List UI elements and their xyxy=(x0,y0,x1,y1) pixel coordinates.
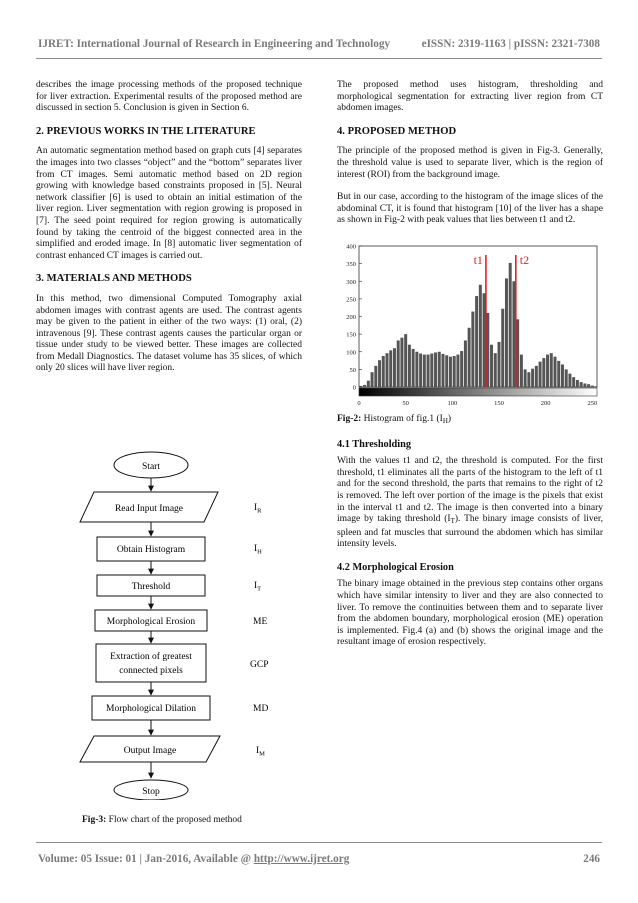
histogram-bar xyxy=(479,285,482,387)
histogram-bar xyxy=(531,369,534,387)
x-tick-label: 50 xyxy=(402,399,409,407)
histogram-bar xyxy=(568,374,571,387)
label-md: MD xyxy=(253,704,269,714)
y-tick-label: 350 xyxy=(346,261,356,269)
label-im: $I_M$ xyxy=(256,746,265,758)
histogram-bar xyxy=(539,362,542,387)
x-tick-label: 100 xyxy=(447,399,458,407)
histogram-bar xyxy=(389,350,392,387)
x-tick-label: 200 xyxy=(540,399,551,407)
histogram-bar xyxy=(456,355,459,387)
x-tick-label: 0 xyxy=(357,399,361,407)
gcp-label-line1: Extraction of greatest xyxy=(110,652,192,662)
histogram-bar xyxy=(494,353,497,387)
start-label: Start xyxy=(142,462,160,472)
histogram-bar xyxy=(501,309,504,387)
histogram-bar xyxy=(516,319,519,387)
histogram-chart xyxy=(337,238,603,410)
journal-name: IJRET: International Journal of Research in Engineering and Technology xyxy=(38,38,391,50)
label-ir: $I_R$ xyxy=(254,503,262,515)
histogram-bar xyxy=(468,328,471,387)
histogram-bar xyxy=(378,360,381,387)
fig2-caption-sub: H xyxy=(442,416,448,425)
fig2-caption-end: ) xyxy=(447,413,452,424)
intro-paragraph: describes the image processing methods of the proposed technique for liver extraction. Experimental results of the proposed method are discussed in section 5. Conclusion is given in Section 6. xyxy=(36,80,302,114)
histogram-bar xyxy=(580,382,583,387)
histogram-bar xyxy=(587,384,590,387)
histogram-bar xyxy=(460,351,463,387)
histogram-bar xyxy=(453,356,456,387)
histogram-bar xyxy=(486,313,489,387)
thresholding-heading: 4.1 Thresholding xyxy=(337,438,412,450)
flowchart xyxy=(36,448,302,800)
histogram-bar xyxy=(546,355,549,387)
header-rule xyxy=(36,58,602,59)
dilation-label: Morphological Dilation xyxy=(106,704,196,714)
footer-volume xyxy=(38,853,349,865)
histogram-bar xyxy=(471,312,474,387)
histogram-label: Obtain Histogram xyxy=(116,545,186,555)
intensity-colorbar xyxy=(359,388,597,396)
histogram-bar xyxy=(419,353,422,386)
histogram-bar xyxy=(591,386,594,387)
footer-rule xyxy=(36,842,602,843)
histogram-bar xyxy=(434,352,437,387)
gcp-label-line2: connected pixels xyxy=(119,666,183,676)
histogram-bar xyxy=(412,349,415,387)
page-header xyxy=(38,38,600,50)
threshold-label: Threshold xyxy=(131,582,171,592)
histogram-bar xyxy=(527,372,530,387)
histogram-bar xyxy=(550,353,553,387)
y-tick-label: 50 xyxy=(349,366,356,374)
histogram-bar xyxy=(408,345,411,387)
y-tick-label: 400 xyxy=(346,243,356,251)
label-it: $I_T$ xyxy=(254,581,262,593)
y-tick-label: 0 xyxy=(352,384,356,392)
page-footer xyxy=(38,853,600,865)
fig3-caption-label: Fig-3: xyxy=(82,815,107,825)
histogram-bar xyxy=(400,338,403,387)
threshold-label-t2: t2 xyxy=(519,252,530,267)
method-intro-paragraph: The proposed method uses histogram, thresholding and morphological segmentation for extracting liver region from CT abdomen images. xyxy=(337,80,603,114)
histogram-bar xyxy=(371,372,374,387)
materials-paragraph: In this method, two dimensional Computed Tomography axial abdomen images with contrast agents are used. The contrast agents may be given to the patient in either of the two ways: (1) oral, (2) intravenous [9]. These contrast agents causes the particular organ or tissue under study to be viewed better. These images are collected from Medall Diagnostics. The dataset volume has 35 slices, of which only 20 slices will have liver region. xyxy=(36,293,302,374)
histogram-bar xyxy=(509,263,512,387)
histogram-bar xyxy=(382,356,385,387)
histogram-bar xyxy=(498,342,501,387)
footer-volume-text: Volume: 05 Issue: 01 | Jan-2016, Available @ xyxy=(38,853,254,865)
thresholding-paragraph xyxy=(337,456,603,551)
read-input-label: Read Input Image xyxy=(114,504,184,514)
histogram-bar xyxy=(572,377,575,387)
histogram-bar xyxy=(583,383,586,387)
page-number: 246 xyxy=(583,853,600,865)
left-column xyxy=(36,80,302,386)
label-gcp: GCP xyxy=(250,660,269,670)
histogram-bar xyxy=(512,281,515,387)
stop-label: Stop xyxy=(142,787,160,797)
threshold-label-t1: t1 xyxy=(473,252,483,267)
histogram-bar xyxy=(404,334,407,387)
histogram-bar xyxy=(363,385,366,387)
histogram-bar xyxy=(565,369,568,387)
x-tick-label: 150 xyxy=(494,399,504,407)
journal-link[interactable]: http://www.ijret.org xyxy=(253,853,350,865)
histogram-bar xyxy=(561,364,564,387)
y-tick-label: 200 xyxy=(346,313,356,321)
histogram-bar xyxy=(442,354,445,387)
y-tick-label: 250 xyxy=(346,296,356,304)
histogram-bar xyxy=(445,355,448,387)
histogram-bar xyxy=(415,352,418,387)
x-tick-label: 250 xyxy=(587,399,598,407)
histogram-bar xyxy=(449,357,452,387)
right-column xyxy=(337,80,603,660)
label-me: ME xyxy=(253,617,268,627)
materials-heading: 3. MATERIALS AND METHODS xyxy=(36,273,192,285)
histogram-bar xyxy=(423,355,426,387)
histogram-bar xyxy=(490,345,493,387)
fig2-caption xyxy=(337,414,603,428)
histogram-bar xyxy=(430,353,433,386)
histogram-bar xyxy=(542,358,545,387)
histogram-bar xyxy=(475,296,478,387)
histogram-bar xyxy=(464,340,467,387)
histogram-bar xyxy=(576,380,579,387)
fig2-caption-text: Histogram of fig.1 (I xyxy=(361,413,443,424)
histogram-bar xyxy=(557,361,560,387)
histogram-bar xyxy=(524,369,527,387)
histogram-bar xyxy=(397,340,400,387)
histogram-bar xyxy=(386,353,389,387)
previous-works-paragraph: An automatic segmentation method based on graph cuts [4] separates the images into two classes “object” and the “bottom” separates liver from CT images. Semi automatic method based on 2D region growing with knowledge based constraints proposed in [5]. Neural network classifier [6] is used to obtain an initial estimation of the liver region. Liver segmentation with region growing is proposed in [7]. The seed point required for region growing is automatically found by taking the centroid of the biggest connected area in the simplified and eroded image. In [8] automatic liver segmentation of contrast enhanced CT images is carried out. xyxy=(36,146,302,261)
thresholding-sub: T xyxy=(450,517,455,526)
fig3-caption-text: Flow chart of the proposed method xyxy=(106,815,242,825)
erosion-heading: 4.2 Morphological Erosion xyxy=(337,561,454,573)
histogram-bar xyxy=(505,278,508,387)
histogram-bar xyxy=(535,366,538,387)
fig3-caption xyxy=(82,815,242,825)
histogram-paragraph: But in our case, according to the histogram of the image slices of the abdominal CT, it is found that histogram [10] of the liver has a shape as shown in Fig-2 with peak values that lies between t1 and t2. xyxy=(337,192,603,226)
y-tick-label: 150 xyxy=(346,331,356,339)
histogram-bar xyxy=(520,355,523,387)
erosion-label: Morphological Erosion xyxy=(106,617,196,627)
histogram-bar xyxy=(483,293,486,387)
histogram-bar xyxy=(367,381,370,387)
output-label: Output Image xyxy=(123,746,177,756)
histogram-bar xyxy=(554,357,557,387)
fig2-caption-label: Fig-2: xyxy=(337,413,362,424)
histogram-bar xyxy=(595,386,598,387)
thresholding-text-a: With the values t1 and t2, the threshold is computed. For the first threshold, t1 eliminates all the parts of the histogram to the left of t1 and for the second threshold, the parts that remains to the right of t2 is removed. The left over portion of the image is the pixels that exist in the interval t1 and t2. The image is then converted into a binary image by taking threshold (I xyxy=(337,456,603,525)
proposed-method-heading: 4. PROPOSED METHOD xyxy=(337,125,457,137)
y-tick-label: 300 xyxy=(346,278,356,286)
histogram-bar xyxy=(393,348,396,387)
issn-text: eISSN: 2319-1163 | pISSN: 2321-7308 xyxy=(421,38,600,50)
histogram-bar xyxy=(438,352,441,387)
previous-works-heading: 2. PREVIOUS WORKS IN THE LITERATURE xyxy=(36,125,256,137)
y-tick-label: 100 xyxy=(346,349,356,357)
histogram-bar xyxy=(427,355,430,387)
principle-paragraph: The principle of the proposed method is given in Fig-3. Generally, the threshold value is used to separate liver, which is the region of interest (ROI) from the background image. xyxy=(337,146,603,180)
gcp-node xyxy=(96,644,206,682)
erosion-paragraph: The binary image obtained in the previous step contains other organs which have similar intensity to liver and they are also connected to liver. To remove the continuities between them and to separate liver from the abdomen boundary, morphological erosion (ME) operation is implemented. Fig.4 (a) and (b) shows the original image and the resultant image of erosion respectively. xyxy=(337,579,603,648)
thresholding-text-b: ). The binary image consists of liver, spleen and fat muscles that surround the abdomen which has similar intensity levels. xyxy=(337,514,603,550)
histogram-bar xyxy=(374,366,377,387)
label-ih: $I_H$ xyxy=(254,544,262,556)
